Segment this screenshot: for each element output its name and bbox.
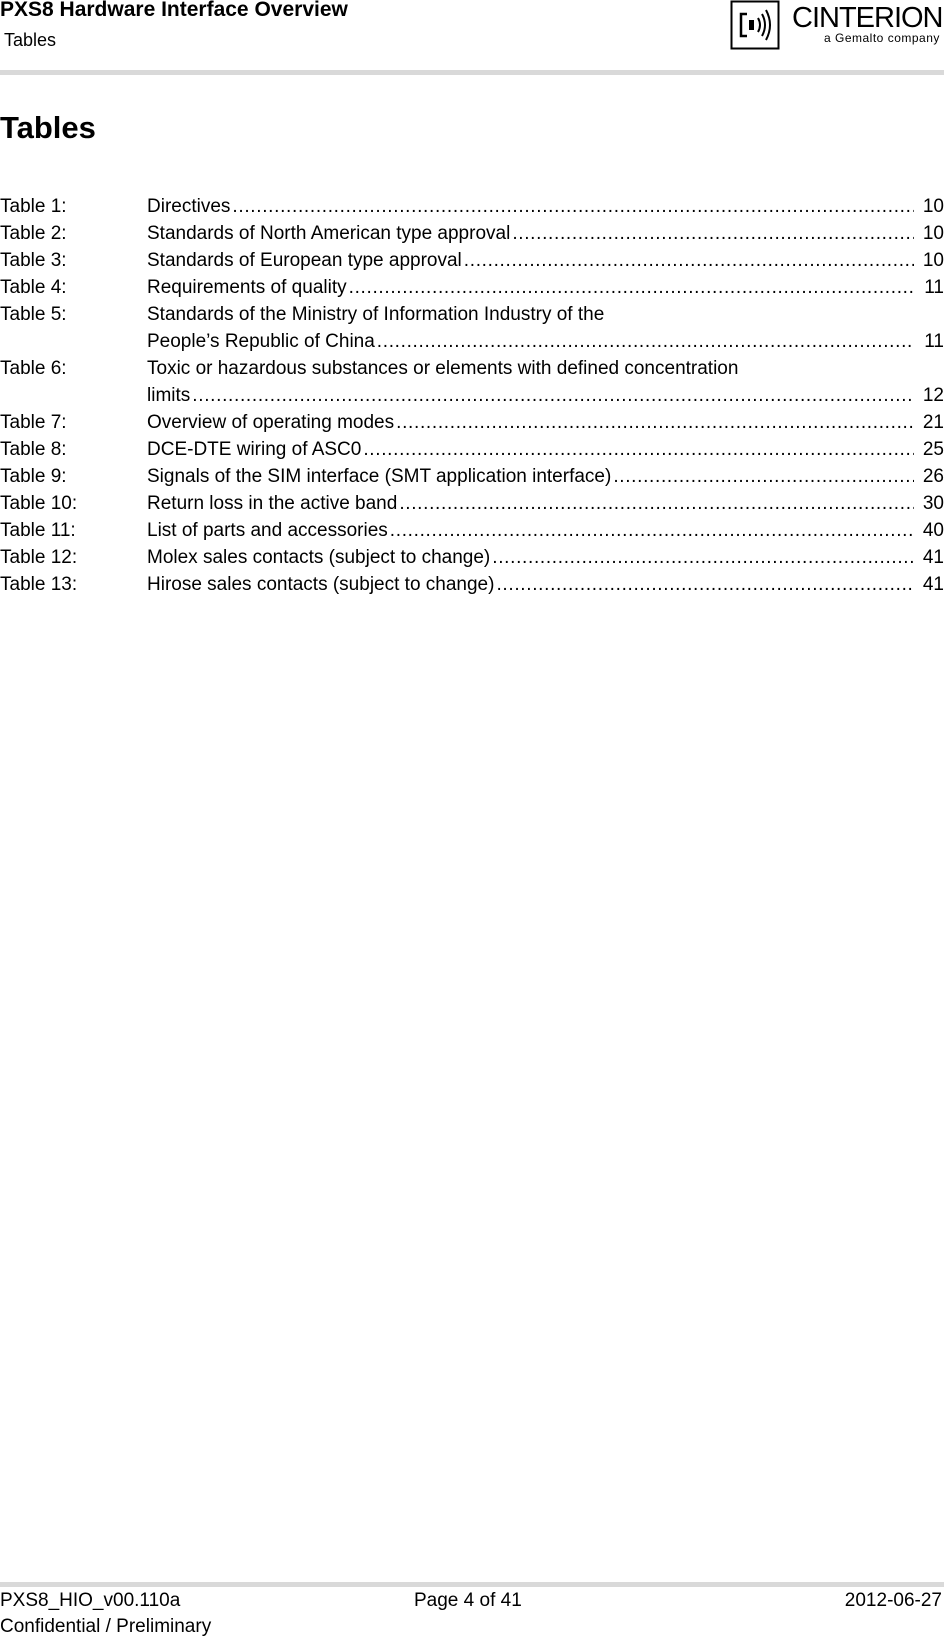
cinterion-signal-logo-icon — [730, 0, 780, 50]
toc-entry-page: 41 — [922, 547, 944, 568]
footer-document-id: PXS8_HIO_v00.110a — [0, 1590, 181, 1611]
footer-confidentiality: Confidential / Preliminary — [0, 1616, 212, 1637]
toc-entry-title: Molex sales contacts (subject to change) — [147, 547, 491, 568]
footer-date: 2012-06-27 — [844, 1590, 942, 1611]
dot-leader — [390, 517, 914, 544]
toc-entry-label: Table 4: — [0, 277, 67, 298]
toc-entry-label: Table 1: — [0, 196, 67, 217]
toc-entry[interactable] — [0, 436, 944, 463]
table-of-tables — [0, 193, 944, 598]
dot-leader — [363, 436, 914, 463]
toc-entry[interactable] — [0, 490, 944, 517]
toc-entry-title: People’s Republic of China — [147, 331, 375, 352]
toc-entry[interactable] — [0, 247, 944, 274]
toc-entry-page: 10 — [922, 223, 944, 244]
toc-entry-label: Table 9: — [0, 466, 67, 487]
toc-entry-title: Standards of European type approval — [147, 250, 462, 271]
toc-entry[interactable] — [0, 517, 944, 544]
toc-entry-label: Table 13: — [0, 574, 78, 595]
logo-tagline: a Gemalto company — [824, 31, 940, 45]
toc-entry[interactable] — [0, 274, 944, 301]
toc-entry-title: limits — [147, 385, 191, 406]
dot-leader — [396, 409, 914, 436]
toc-entry-label: Table 11: — [0, 520, 76, 541]
toc-entry-page: 30 — [922, 493, 944, 514]
dot-leader — [496, 571, 914, 598]
dot-leader — [232, 193, 914, 220]
toc-entry-title-line: Standards of the Ministry of Information Industry of the — [147, 304, 605, 325]
document-title: PXS8 Hardware Interface Overview — [0, 0, 348, 21]
toc-entry-title: Directives — [147, 196, 231, 217]
dot-leader — [399, 490, 914, 517]
toc-entry-title: Hirose sales contacts (subject to change) — [147, 574, 495, 595]
company-logo — [730, 0, 944, 52]
toc-entry-label: Table 5: — [0, 304, 67, 325]
toc-entry-title: Signals of the SIM interface (SMT application interface) — [147, 466, 612, 487]
dot-leader — [192, 382, 914, 409]
toc-entry[interactable] — [0, 355, 944, 409]
toc-entry-label: Table 7: — [0, 412, 67, 433]
toc-entry-page: 10 — [922, 196, 944, 217]
page-header — [0, 0, 944, 74]
toc-entry-label: Table 6: — [0, 358, 67, 379]
toc-entry-title: Overview of operating modes — [147, 412, 395, 433]
toc-entry-page: 21 — [922, 412, 944, 433]
toc-entry-title: Requirements of quality — [147, 277, 347, 298]
toc-entry-page: 11 — [924, 277, 944, 298]
toc-entry-title: DCE-DTE wiring of ASC0 — [147, 439, 362, 460]
toc-entry[interactable] — [0, 463, 944, 490]
toc-entry-title: List of parts and accessories — [147, 520, 388, 541]
logo-wordmark: CINTERION — [792, 2, 943, 34]
toc-entry-label: Table 3: — [0, 250, 67, 271]
toc-entry[interactable] — [0, 571, 944, 598]
section-name: Tables — [4, 30, 57, 50]
toc-entry[interactable] — [0, 409, 944, 436]
dot-leader — [492, 544, 914, 571]
footer-page-number: Page 4 of 41 — [414, 1590, 522, 1611]
toc-entry[interactable] — [0, 544, 944, 571]
toc-entry-label: Table 10: — [0, 493, 78, 514]
toc-entry-label: Table 8: — [0, 439, 67, 460]
dot-leader — [349, 274, 914, 301]
toc-entry-page: 40 — [922, 520, 944, 541]
toc-entry-page: 11 — [924, 331, 944, 352]
toc-entry[interactable] — [0, 301, 944, 355]
toc-entry-title-line: Toxic or hazardous substances or elements with defined concentration — [147, 358, 739, 379]
toc-entry-page: 26 — [922, 466, 944, 487]
toc-entry-page: 10 — [922, 250, 944, 271]
page-heading: Tables — [0, 110, 96, 145]
dot-leader — [512, 220, 914, 247]
toc-entry[interactable] — [0, 220, 944, 247]
toc-entry[interactable] — [0, 193, 944, 220]
dot-leader — [464, 247, 914, 274]
dot-leader — [377, 328, 914, 355]
toc-entry-page: 25 — [922, 439, 944, 460]
toc-entry-page: 12 — [922, 385, 944, 406]
footer-divider — [0, 1582, 944, 1587]
dot-leader — [613, 463, 914, 490]
toc-entry-page: 41 — [922, 574, 944, 595]
toc-entry-label: Table 12: — [0, 547, 78, 568]
toc-entry-label: Table 2: — [0, 223, 67, 244]
toc-entry-title: Standards of North American type approval — [147, 223, 511, 244]
header-divider — [0, 70, 944, 75]
toc-entry-title: Return loss in the active band — [147, 493, 398, 514]
